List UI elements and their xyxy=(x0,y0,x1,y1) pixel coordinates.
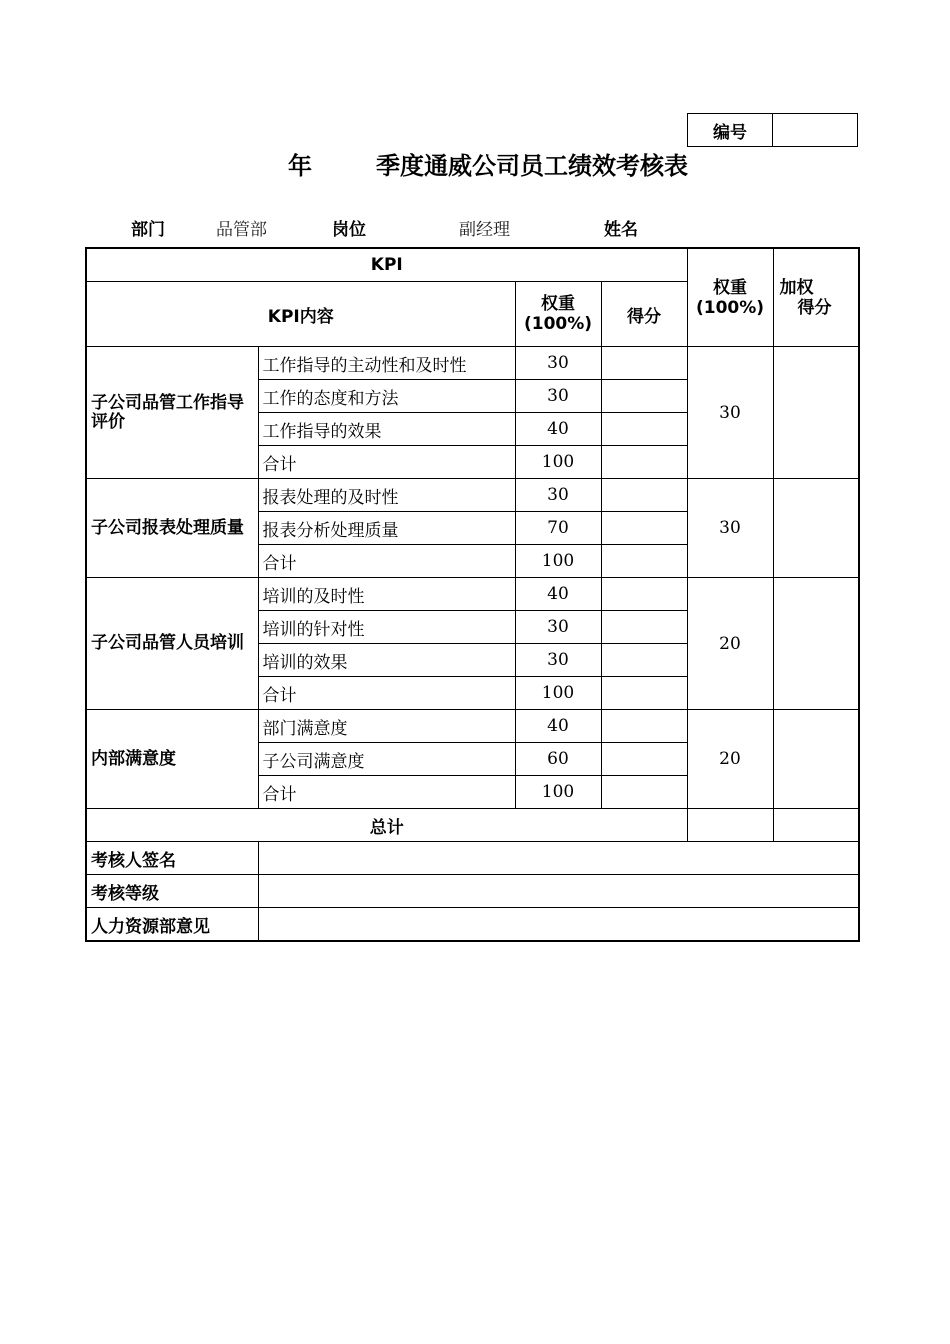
kpi-item-weight: 40 xyxy=(515,710,601,743)
outer-weight-header xyxy=(687,248,773,347)
category-weight: 20 xyxy=(687,578,773,710)
kpi-item-score-field[interactable] xyxy=(601,578,687,611)
serial-number-label: 编号 xyxy=(688,114,773,147)
form-title xyxy=(0,146,950,182)
position-value[interactable]: 副经理 xyxy=(459,220,510,240)
weighted-score-field[interactable] xyxy=(773,578,859,710)
kpi-item-name: 部门满意度 xyxy=(258,710,515,743)
kpi-header: KPI xyxy=(86,248,687,282)
category-cell: 内部满意度 xyxy=(86,710,258,809)
score-header: 得分 xyxy=(601,282,687,347)
kpi-item-score-field[interactable] xyxy=(601,710,687,743)
weighted-score-field[interactable] xyxy=(773,479,859,578)
total-label: 总计 xyxy=(86,809,687,842)
kpi-item-weight: 30 xyxy=(515,644,601,677)
weighted-score-header-line1: 加权 xyxy=(779,277,814,298)
kpi-item-weight: 60 xyxy=(515,743,601,776)
hr-opinion-label: 人力资源部意见 xyxy=(86,908,258,942)
weighted-score-header xyxy=(773,248,859,347)
table-row xyxy=(86,479,859,512)
weighted-score-field[interactable] xyxy=(773,710,859,809)
table-row xyxy=(86,578,859,611)
kpi-item-name: 工作的态度和方法 xyxy=(258,380,515,413)
kpi-item-score-field[interactable] xyxy=(601,512,687,545)
kpi-item-weight: 100 xyxy=(515,545,601,578)
total-row xyxy=(86,809,859,842)
weight-header-line2: (100%) xyxy=(523,314,593,334)
grade-label: 考核等级 xyxy=(86,875,258,908)
kpi-item-score-field[interactable] xyxy=(601,545,687,578)
weight-header xyxy=(515,282,601,347)
kpi-item-weight: 100 xyxy=(515,776,601,809)
category-cell: 子公司报表处理质量 xyxy=(86,479,258,578)
kpi-item-score-field[interactable] xyxy=(601,479,687,512)
kpi-item-name: 培训的效果 xyxy=(258,644,515,677)
kpi-item-score-field[interactable] xyxy=(601,446,687,479)
kpi-item-weight: 30 xyxy=(515,611,601,644)
outer-weight-header-line2: (100%) xyxy=(695,297,765,318)
kpi-item-score-field[interactable] xyxy=(601,380,687,413)
kpi-item-score-field[interactable] xyxy=(601,644,687,677)
title-main: 季度通威公司员工绩效考核表 xyxy=(376,152,688,180)
kpi-item-score-field[interactable] xyxy=(601,743,687,776)
kpi-item-name: 合计 xyxy=(258,677,515,710)
footer-row xyxy=(86,842,859,875)
kpi-table xyxy=(85,247,860,942)
kpi-item-name: 子公司满意度 xyxy=(258,743,515,776)
table-row xyxy=(86,347,859,380)
category-cell: 子公司品管人员培训 xyxy=(86,578,258,710)
kpi-item-name: 报表处理的及时性 xyxy=(258,479,515,512)
kpi-item-score-field[interactable] xyxy=(601,413,687,446)
kpi-item-weight: 30 xyxy=(515,479,601,512)
grade-field[interactable] xyxy=(258,875,859,908)
category-cell: 子公司品管工作指导评价 xyxy=(86,347,258,479)
kpi-item-score-field[interactable] xyxy=(601,347,687,380)
name-label: 姓名 xyxy=(604,220,638,240)
kpi-item-weight: 40 xyxy=(515,413,601,446)
kpi-item-weight: 30 xyxy=(515,380,601,413)
table-row xyxy=(86,710,859,743)
kpi-item-weight: 100 xyxy=(515,446,601,479)
serial-number-field[interactable] xyxy=(773,114,858,147)
total-weight-field[interactable] xyxy=(687,809,773,842)
kpi-item-score-field[interactable] xyxy=(601,677,687,710)
kpi-item-weight: 40 xyxy=(515,578,601,611)
kpi-item-weight: 70 xyxy=(515,512,601,545)
weighted-score-field[interactable] xyxy=(773,347,859,479)
kpi-item-name: 合计 xyxy=(258,545,515,578)
department-value[interactable]: 品管部 xyxy=(216,220,267,240)
department-label: 部门 xyxy=(131,220,165,240)
hr-opinion-field[interactable] xyxy=(258,908,859,942)
footer-row xyxy=(86,908,859,942)
weighted-score-header-line2: 得分 xyxy=(797,297,832,318)
weight-header-line1: 权重 xyxy=(541,294,575,314)
total-weighted-score-field[interactable] xyxy=(773,809,859,842)
category-weight: 30 xyxy=(687,347,773,479)
outer-weight-header-line1: 权重 xyxy=(713,277,747,298)
position-label: 岗位 xyxy=(332,220,366,240)
title-year: 年 xyxy=(288,152,312,180)
kpi-item-name: 工作指导的效果 xyxy=(258,413,515,446)
assessor-sign-field[interactable] xyxy=(258,842,859,875)
kpi-item-name: 工作指导的主动性和及时性 xyxy=(258,347,515,380)
kpi-item-name: 培训的及时性 xyxy=(258,578,515,611)
kpi-item-name: 合计 xyxy=(258,446,515,479)
category-weight: 20 xyxy=(687,710,773,809)
kpi-item-weight: 100 xyxy=(515,677,601,710)
kpi-item-name: 合计 xyxy=(258,776,515,809)
kpi-item-score-field[interactable] xyxy=(601,776,687,809)
kpi-item-weight: 30 xyxy=(515,347,601,380)
footer-row xyxy=(86,875,859,908)
category-weight: 30 xyxy=(687,479,773,578)
assessor-sign-label: 考核人签名 xyxy=(86,842,258,875)
kpi-item-score-field[interactable] xyxy=(601,611,687,644)
kpi-content-header: KPI内容 xyxy=(86,282,515,347)
kpi-item-name: 报表分析处理质量 xyxy=(258,512,515,545)
serial-number-box xyxy=(687,113,858,147)
kpi-item-name: 培训的针对性 xyxy=(258,611,515,644)
